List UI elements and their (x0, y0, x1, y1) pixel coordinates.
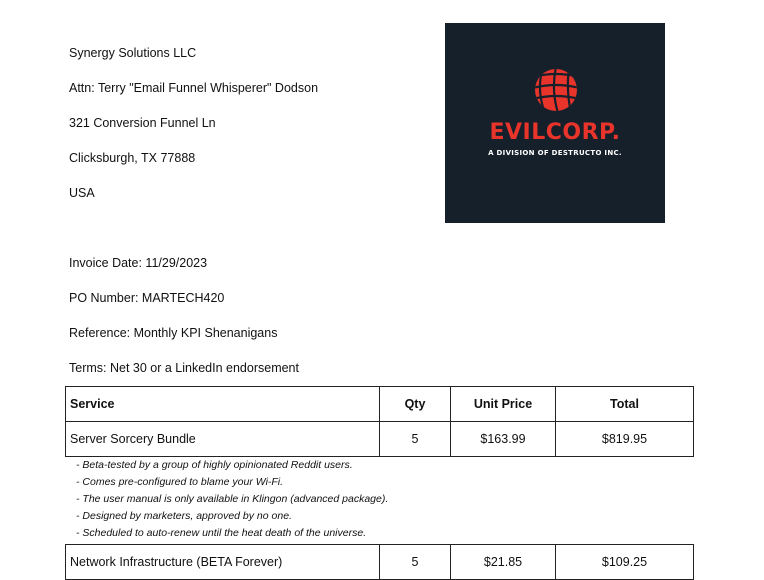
note-line: - Designed by marketers, approved by no one. (76, 510, 292, 522)
recipient-country: USA (69, 186, 95, 200)
line-items-table (65, 386, 694, 457)
recipient-city: Clicksburgh, TX 77888 (69, 151, 196, 165)
cell-unit-price: $21.85 (451, 545, 556, 580)
note-line: - Beta-tested by a group of highly opinionated Reddit users. (76, 459, 353, 471)
cell-unit-price: $163.99 (451, 422, 556, 457)
header-service: Service (66, 387, 380, 422)
note-line: - The user manual is only available in Klingon (advanced package). (76, 493, 389, 505)
logo-wordmark: EVILCORP. (489, 120, 621, 145)
invoice-date: Invoice Date: 11/29/2023 (69, 256, 208, 270)
cell-service: Server Sorcery Bundle (66, 422, 380, 457)
cell-total: $109.25 (556, 545, 694, 580)
header-total: Total (556, 387, 694, 422)
recipient-street: 321 Conversion Funnel Ln (69, 116, 216, 130)
cell-qty: 5 (380, 422, 451, 457)
cell-total: $819.95 (556, 422, 694, 457)
terms: Terms: Net 30 or a LinkedIn endorsement (69, 361, 299, 375)
table-row (66, 545, 694, 580)
table-row (66, 422, 694, 457)
company-logo (445, 23, 665, 223)
cell-qty: 5 (380, 545, 451, 580)
header-qty: Qty (380, 387, 451, 422)
reference: Reference: Monthly KPI Shenanigans (69, 326, 278, 340)
table-header-row (66, 387, 694, 422)
cell-service: Network Infrastructure (BETA Forever) (66, 545, 380, 580)
logo-tagline: A DIVISION OF DESTRUCTO INC. (488, 149, 622, 157)
note-line: - Comes pre-configured to blame your Wi-Fi. (76, 476, 284, 488)
header-unit-price: Unit Price (451, 387, 556, 422)
po-number: PO Number: MARTECH420 (69, 291, 225, 305)
recipient-attn: Attn: Terry "Email Funnel Whisperer" Dodson (69, 81, 319, 95)
line-items-table-continued (65, 544, 694, 580)
recipient-company: Synergy Solutions LLC (69, 46, 197, 60)
note-line: - Scheduled to auto-renew until the heat death of the universe. (76, 527, 367, 539)
item-notes (76, 458, 388, 543)
